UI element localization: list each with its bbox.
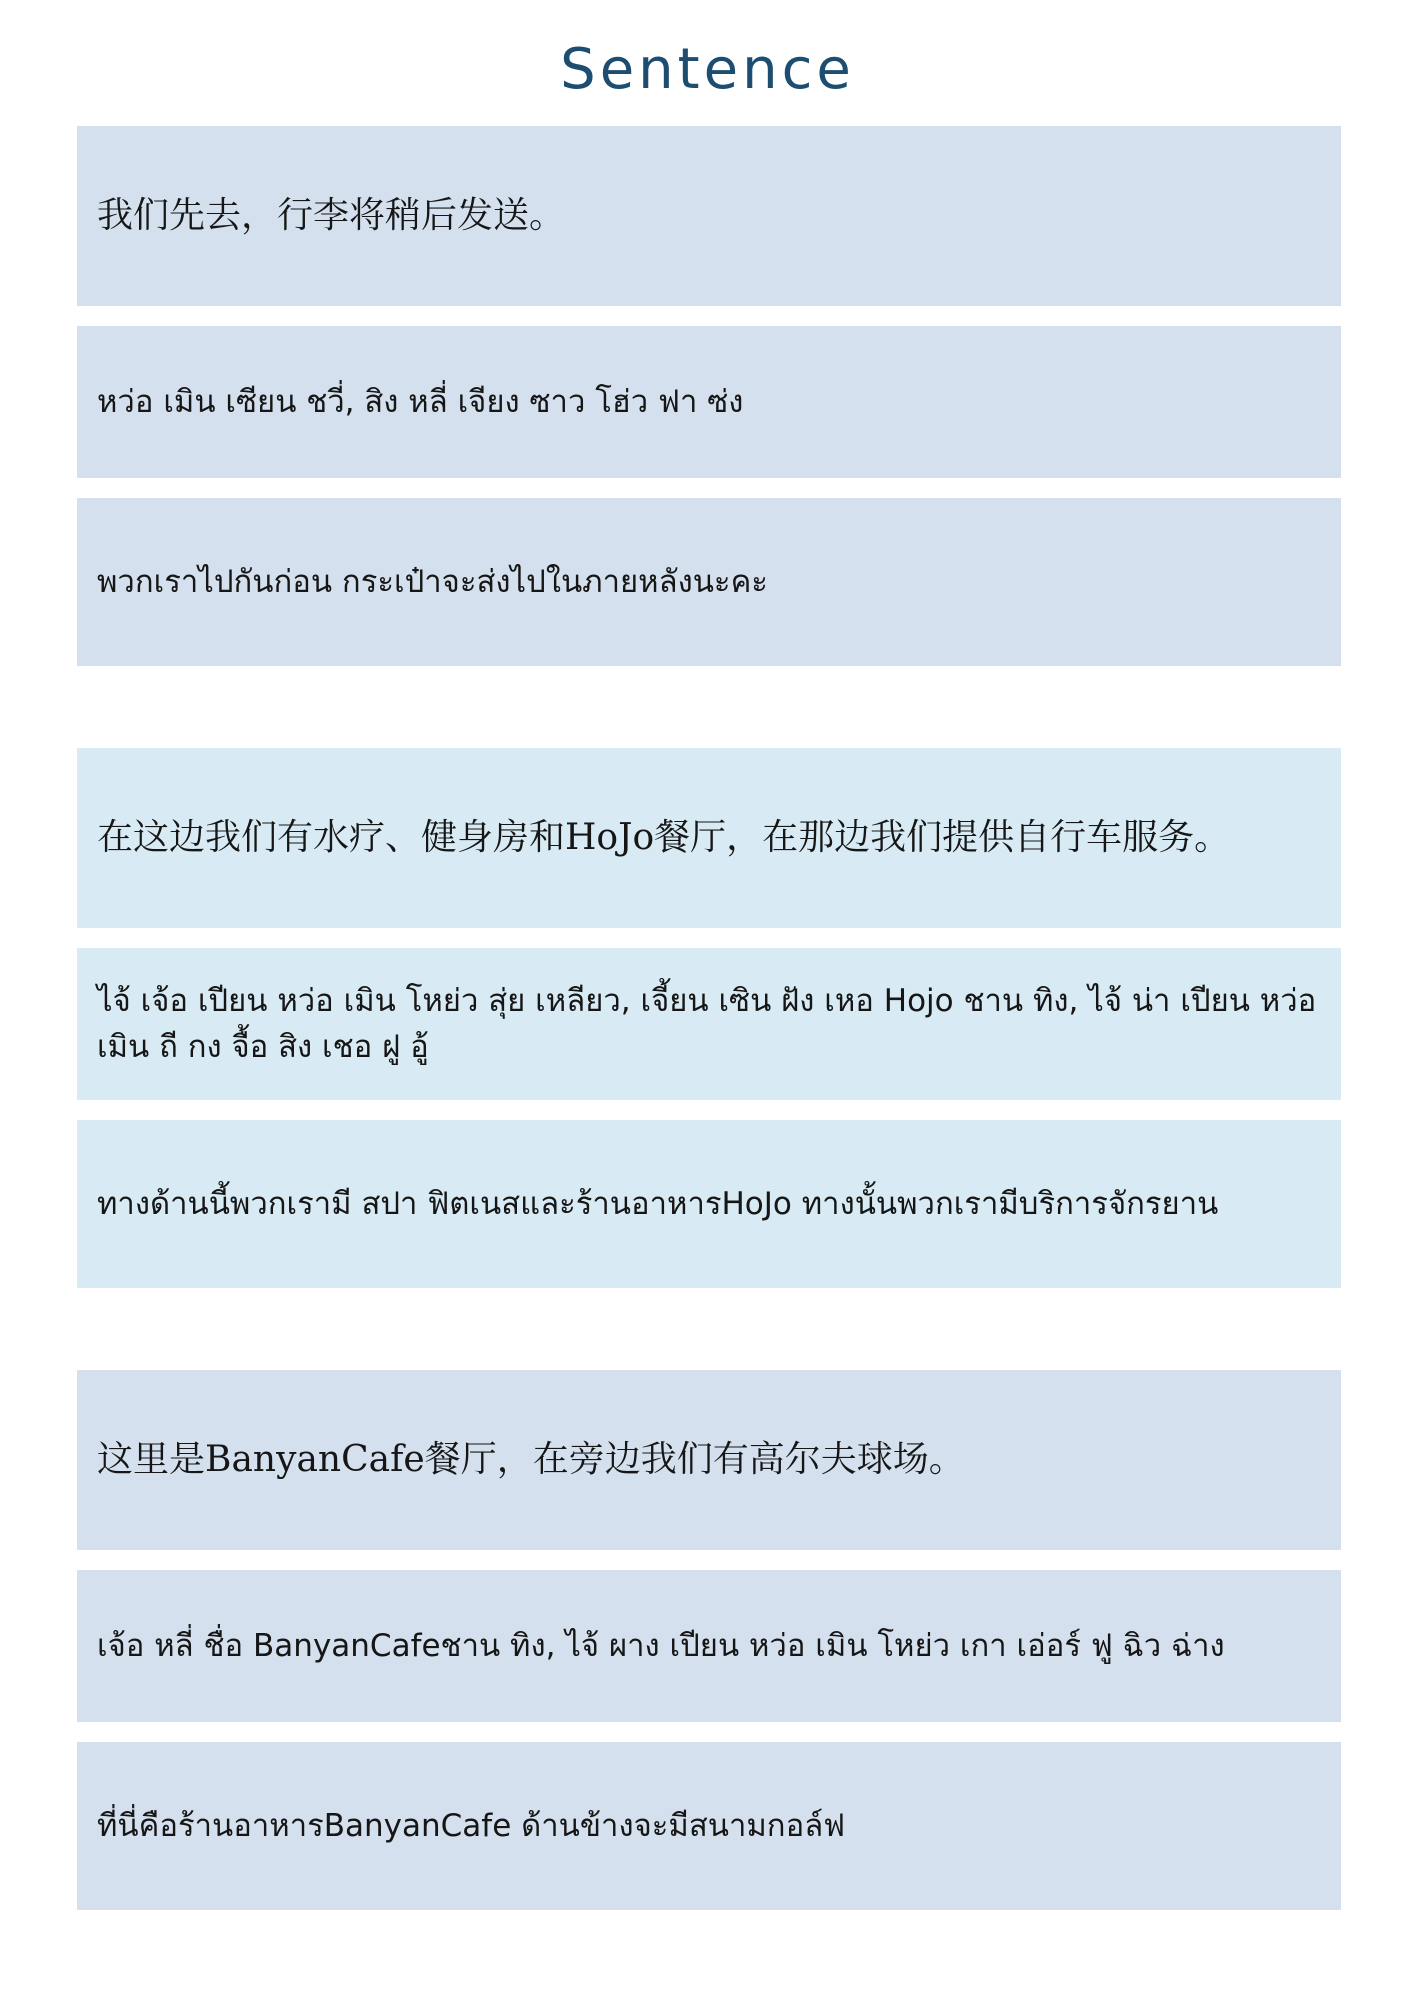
pronunciation-text: เจ้อ หลี่ ชื่อ BanyanCafeชาน ทิง, ไจ้ ผาง เปียน หว่อ เมิน โหย่ว เกา เอ่อร์ ฟู ฉิว ฉ่าง [97,1628,1225,1664]
chinese-sentence-card [77,126,1341,306]
pronunciation-text: ไจ้ เจ้อ เปียน หว่อ เมิน โหย่ว สุ่ย เหลียว, เจี้ยน เซิน ฝัง เหอ Hojo ชาน ทิง, ไจ้ น่า เปียน หว่อ เมิน ถี กง จื้อ สิง เชอ ฝู อู้ [97,983,1317,1065]
chinese-sentence-text: 这里是BanyanCafe餐厅，在旁边我们有高尔夫球场。 [97,1439,965,1480]
pronunciation-card [77,948,1341,1100]
chinese-sentence-card [77,1370,1341,1550]
sentence-group-1 [77,126,1341,666]
thai-translation-text: พวกเราไปกันก่อน กระเป๋าจะส่งไปในภายหลังนะคะ [97,564,768,600]
pronunciation-text: หว่อ เมิน เซียน ชวี่, สิง หลี่ เจียง ซาว โฮ่ว ฟา ซ่ง [97,384,744,420]
sentence-group-2 [77,748,1341,1288]
pronunciation-card [77,326,1341,478]
thai-translation-card [77,1120,1341,1288]
chinese-sentence-text: 在这边我们有水疗、健身房和HoJo餐厅，在那边我们提供自行车服务。 [97,817,1231,858]
thai-translation-text: ทางด้านนี้พวกเรามี สปา ฟิตเนสและร้านอาหารHoJo ทางนั้นพวกเรามีบริการจักรยาน [97,1186,1219,1222]
chinese-sentence-text: 我们先去，行李将稍后发送。 [97,195,566,236]
pronunciation-card [77,1570,1341,1722]
thai-translation-card [77,498,1341,666]
thai-translation-text: ที่นี่คือร้านอาหารBanyanCafe ด้านข้างจะมีสนามกอล์ฟ [97,1808,846,1844]
thai-translation-card [77,1742,1341,1910]
chinese-sentence-card [77,748,1341,928]
sentence-group-3 [77,1370,1341,1910]
page-title: Sentence [560,37,855,102]
